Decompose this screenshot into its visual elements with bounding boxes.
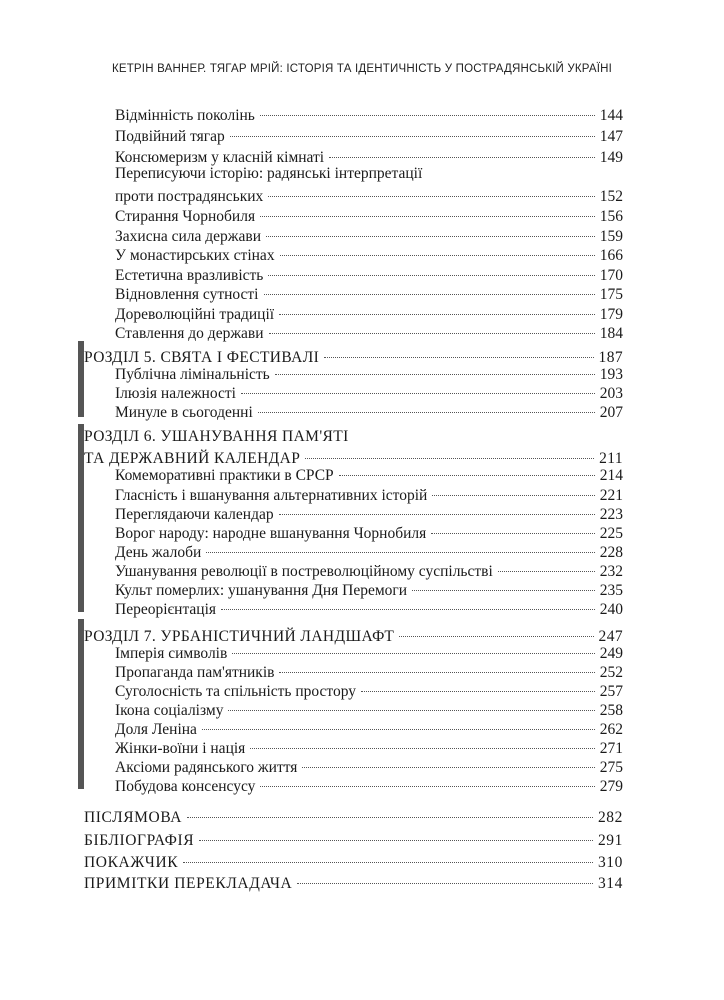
- toc-back-matter-page: 291: [597, 831, 623, 849]
- toc-entry-title: Імперія символів: [115, 644, 228, 662]
- toc-entry-title: Культ померлих: ушанування Дня Перемоги: [115, 581, 408, 599]
- dot-leader: [260, 200, 595, 217]
- dot-leader: [280, 239, 595, 256]
- dot-leader: [260, 770, 594, 787]
- toc-entry-page: 214: [599, 466, 623, 484]
- dot-leader: [432, 479, 594, 496]
- toc-chapter-title: ТА ДЕРЖАВНИЙ КАЛЕНДАР: [84, 449, 301, 467]
- toc-chapter-page: 211: [599, 449, 623, 467]
- toc-entry-title: Комеморативні практики в СРСР: [115, 466, 334, 484]
- dot-leader: [221, 593, 595, 610]
- toc-entry-page: 223: [599, 505, 623, 523]
- toc-back-matter-title: ПОКАЖЧИК: [84, 853, 179, 871]
- toc-entry-title: Ілюзія належності: [115, 384, 236, 402]
- toc-entry-title: Гласність і вшанування альтернативних історій: [115, 486, 428, 504]
- toc-entry-page: 279: [599, 777, 623, 795]
- dot-leader: [275, 358, 595, 375]
- dot-leader: [361, 675, 595, 692]
- dot-leader: [202, 713, 595, 730]
- toc-chapter-page: 187: [598, 348, 623, 366]
- toc-entry-title: Пропаганда пам'ятників: [115, 663, 275, 681]
- toc-entry-title: Суголосність та спільність простору: [115, 682, 357, 700]
- dot-leader: [241, 377, 595, 394]
- toc-back-matter-page: 310: [597, 853, 623, 871]
- toc-entry-title: проти пострадянських: [115, 187, 264, 205]
- toc-entry[interactable]: [115, 597, 623, 619]
- dot-leader: [228, 694, 594, 711]
- dot-leader: [412, 574, 595, 591]
- dot-leader: [324, 341, 593, 358]
- toc-entry-page: 221: [599, 486, 623, 504]
- toc-entry[interactable]: [115, 321, 623, 343]
- toc-chapter-title-line1: РОЗДІЛ 6. УШАНУВАННЯ ПАМ'ЯТІ: [84, 428, 349, 445]
- toc-entry[interactable]: [115, 400, 623, 422]
- dot-leader: [230, 120, 595, 137]
- toc-entry-title: Аксіоми радянського життя: [115, 758, 298, 776]
- dot-leader: [279, 656, 594, 673]
- dot-leader: [268, 259, 594, 276]
- toc-entry-title: Захисна сила держави: [115, 227, 262, 245]
- toc-entry-title: Ушанування революції в постреволюційному суспільстві: [115, 562, 493, 580]
- toc-entry-page: 228: [599, 543, 623, 561]
- dot-leader: [199, 824, 593, 841]
- toc-entry-page: 156: [599, 207, 623, 225]
- dot-leader: [260, 99, 595, 116]
- toc-back-matter-title: БІБЛІОГРАФІЯ: [84, 831, 195, 849]
- toc-entry-page: 152: [599, 187, 623, 205]
- dot-leader: [305, 442, 594, 459]
- toc-entry-page: 275: [599, 758, 623, 776]
- dot-leader: [297, 867, 593, 884]
- toc-entry-page: 258: [599, 701, 623, 719]
- toc-back-matter-page: 282: [597, 808, 623, 826]
- toc-entry-page: 240: [599, 600, 623, 618]
- toc-entry-page: 257: [599, 682, 623, 700]
- toc-entry-page: 193: [599, 365, 623, 383]
- dot-leader: [264, 278, 595, 295]
- toc-entry-title: Публічна лімінальність: [115, 365, 270, 383]
- toc-entry-page: 179: [599, 305, 623, 323]
- toc-entry[interactable]: [115, 145, 623, 167]
- toc-entry-title: Відновлення сутності: [115, 285, 259, 303]
- toc-entry-page: 271: [599, 739, 623, 757]
- toc-entry[interactable]: [115, 774, 623, 796]
- toc-entry-page: 159: [599, 227, 623, 245]
- toc-entry-title: День жалоби: [115, 543, 202, 561]
- toc-entry-title: Побудова консенсусу: [115, 777, 256, 795]
- toc-entry-title: Жінки-воїни і нація: [115, 739, 246, 757]
- dot-leader: [183, 846, 593, 863]
- toc-entry-title: Переглядаючи календар: [115, 505, 274, 523]
- toc-entry-title: Минуле в сьогоденні: [115, 403, 253, 421]
- toc-entry-page: 170: [599, 266, 623, 284]
- dot-leader: [232, 637, 594, 654]
- dot-leader: [399, 620, 593, 637]
- toc-entry-page: 252: [599, 663, 623, 681]
- toc-entry-title: Консюмеризм у класній кімнаті: [115, 148, 325, 166]
- toc-entry-page: 262: [599, 720, 623, 738]
- toc-entry-title-line1: Переписуючи історію: радянські інтерпретації: [115, 165, 423, 182]
- toc-entry-title: Естетична вразливість: [115, 266, 264, 284]
- toc-entry-page: 147: [599, 127, 623, 145]
- dot-leader: [187, 801, 593, 818]
- dot-leader: [206, 536, 594, 553]
- toc-entry-title: Стирання Чорнобиля: [115, 207, 256, 225]
- dot-leader: [339, 459, 595, 476]
- toc-entry-page: 203: [599, 384, 623, 402]
- dot-leader: [258, 396, 595, 413]
- dot-leader: [279, 498, 595, 515]
- dot-leader: [269, 317, 595, 334]
- dot-leader: [329, 141, 595, 158]
- dot-leader: [250, 732, 594, 749]
- toc-entry-title: Ставлення до держави: [115, 324, 264, 342]
- toc-entry-page: 207: [599, 403, 623, 421]
- running-header: КЕТРІН ВАННЕР. ТЯГАР МРІЙ: ІСТОРІЯ ТА ІДЕНТИЧНІСТЬ У ПОСТРАДЯНСЬКІЙ УКРАЇНІ: [111, 63, 613, 75]
- dot-leader: [268, 180, 594, 197]
- dot-leader: [431, 517, 594, 534]
- toc-entry-page: 149: [599, 148, 623, 166]
- toc-entry-page: 184: [599, 324, 623, 342]
- toc-entry-page: 166: [599, 246, 623, 264]
- toc-entry-page: 225: [599, 524, 623, 542]
- dot-leader: [266, 220, 595, 237]
- dot-leader: [279, 298, 595, 315]
- toc-chapter-title: РОЗДІЛ 7. УРБАНІСТИЧНИЙ ЛАНДШАФТ: [84, 627, 395, 645]
- toc-entry-page: 175: [599, 285, 623, 303]
- toc-chapter-title: РОЗДІЛ 5. СВЯТА І ФЕСТИВАЛІ: [84, 348, 320, 366]
- toc-entry-page: 235: [599, 581, 623, 599]
- toc-back-matter-title: ПІСЛЯМОВА: [84, 808, 183, 826]
- toc-entry-page: 249: [599, 644, 623, 662]
- toc-entry-title: Дореволюційні традиції: [115, 305, 275, 323]
- toc-entry-title: Подвійний тягар: [115, 127, 225, 145]
- toc-entry-title: Ікона соціалізму: [115, 701, 224, 719]
- toc-back-matter[interactable]: [84, 871, 623, 893]
- toc-entry-title: Ворог народу: народне вшанування Чорнобиля: [115, 524, 427, 542]
- toc-entry-page: 232: [599, 562, 623, 580]
- toc-entry-title: Доля Леніна: [115, 720, 197, 738]
- toc-back-matter-title: ПРИМІТКИ ПЕРЕКЛАДАЧА: [84, 874, 293, 892]
- toc-back-matter-page: 314: [597, 874, 623, 892]
- dot-leader: [498, 555, 595, 572]
- toc-entry-title: Переорієнтація: [115, 600, 217, 618]
- toc-chapter-page: 247: [598, 627, 623, 645]
- toc-entry-title: Відмінність поколінь: [115, 106, 255, 124]
- toc-entry-page: 144: [599, 106, 623, 124]
- dot-leader: [302, 751, 594, 768]
- toc-entry-title: У монастирських стінах: [115, 246, 275, 264]
